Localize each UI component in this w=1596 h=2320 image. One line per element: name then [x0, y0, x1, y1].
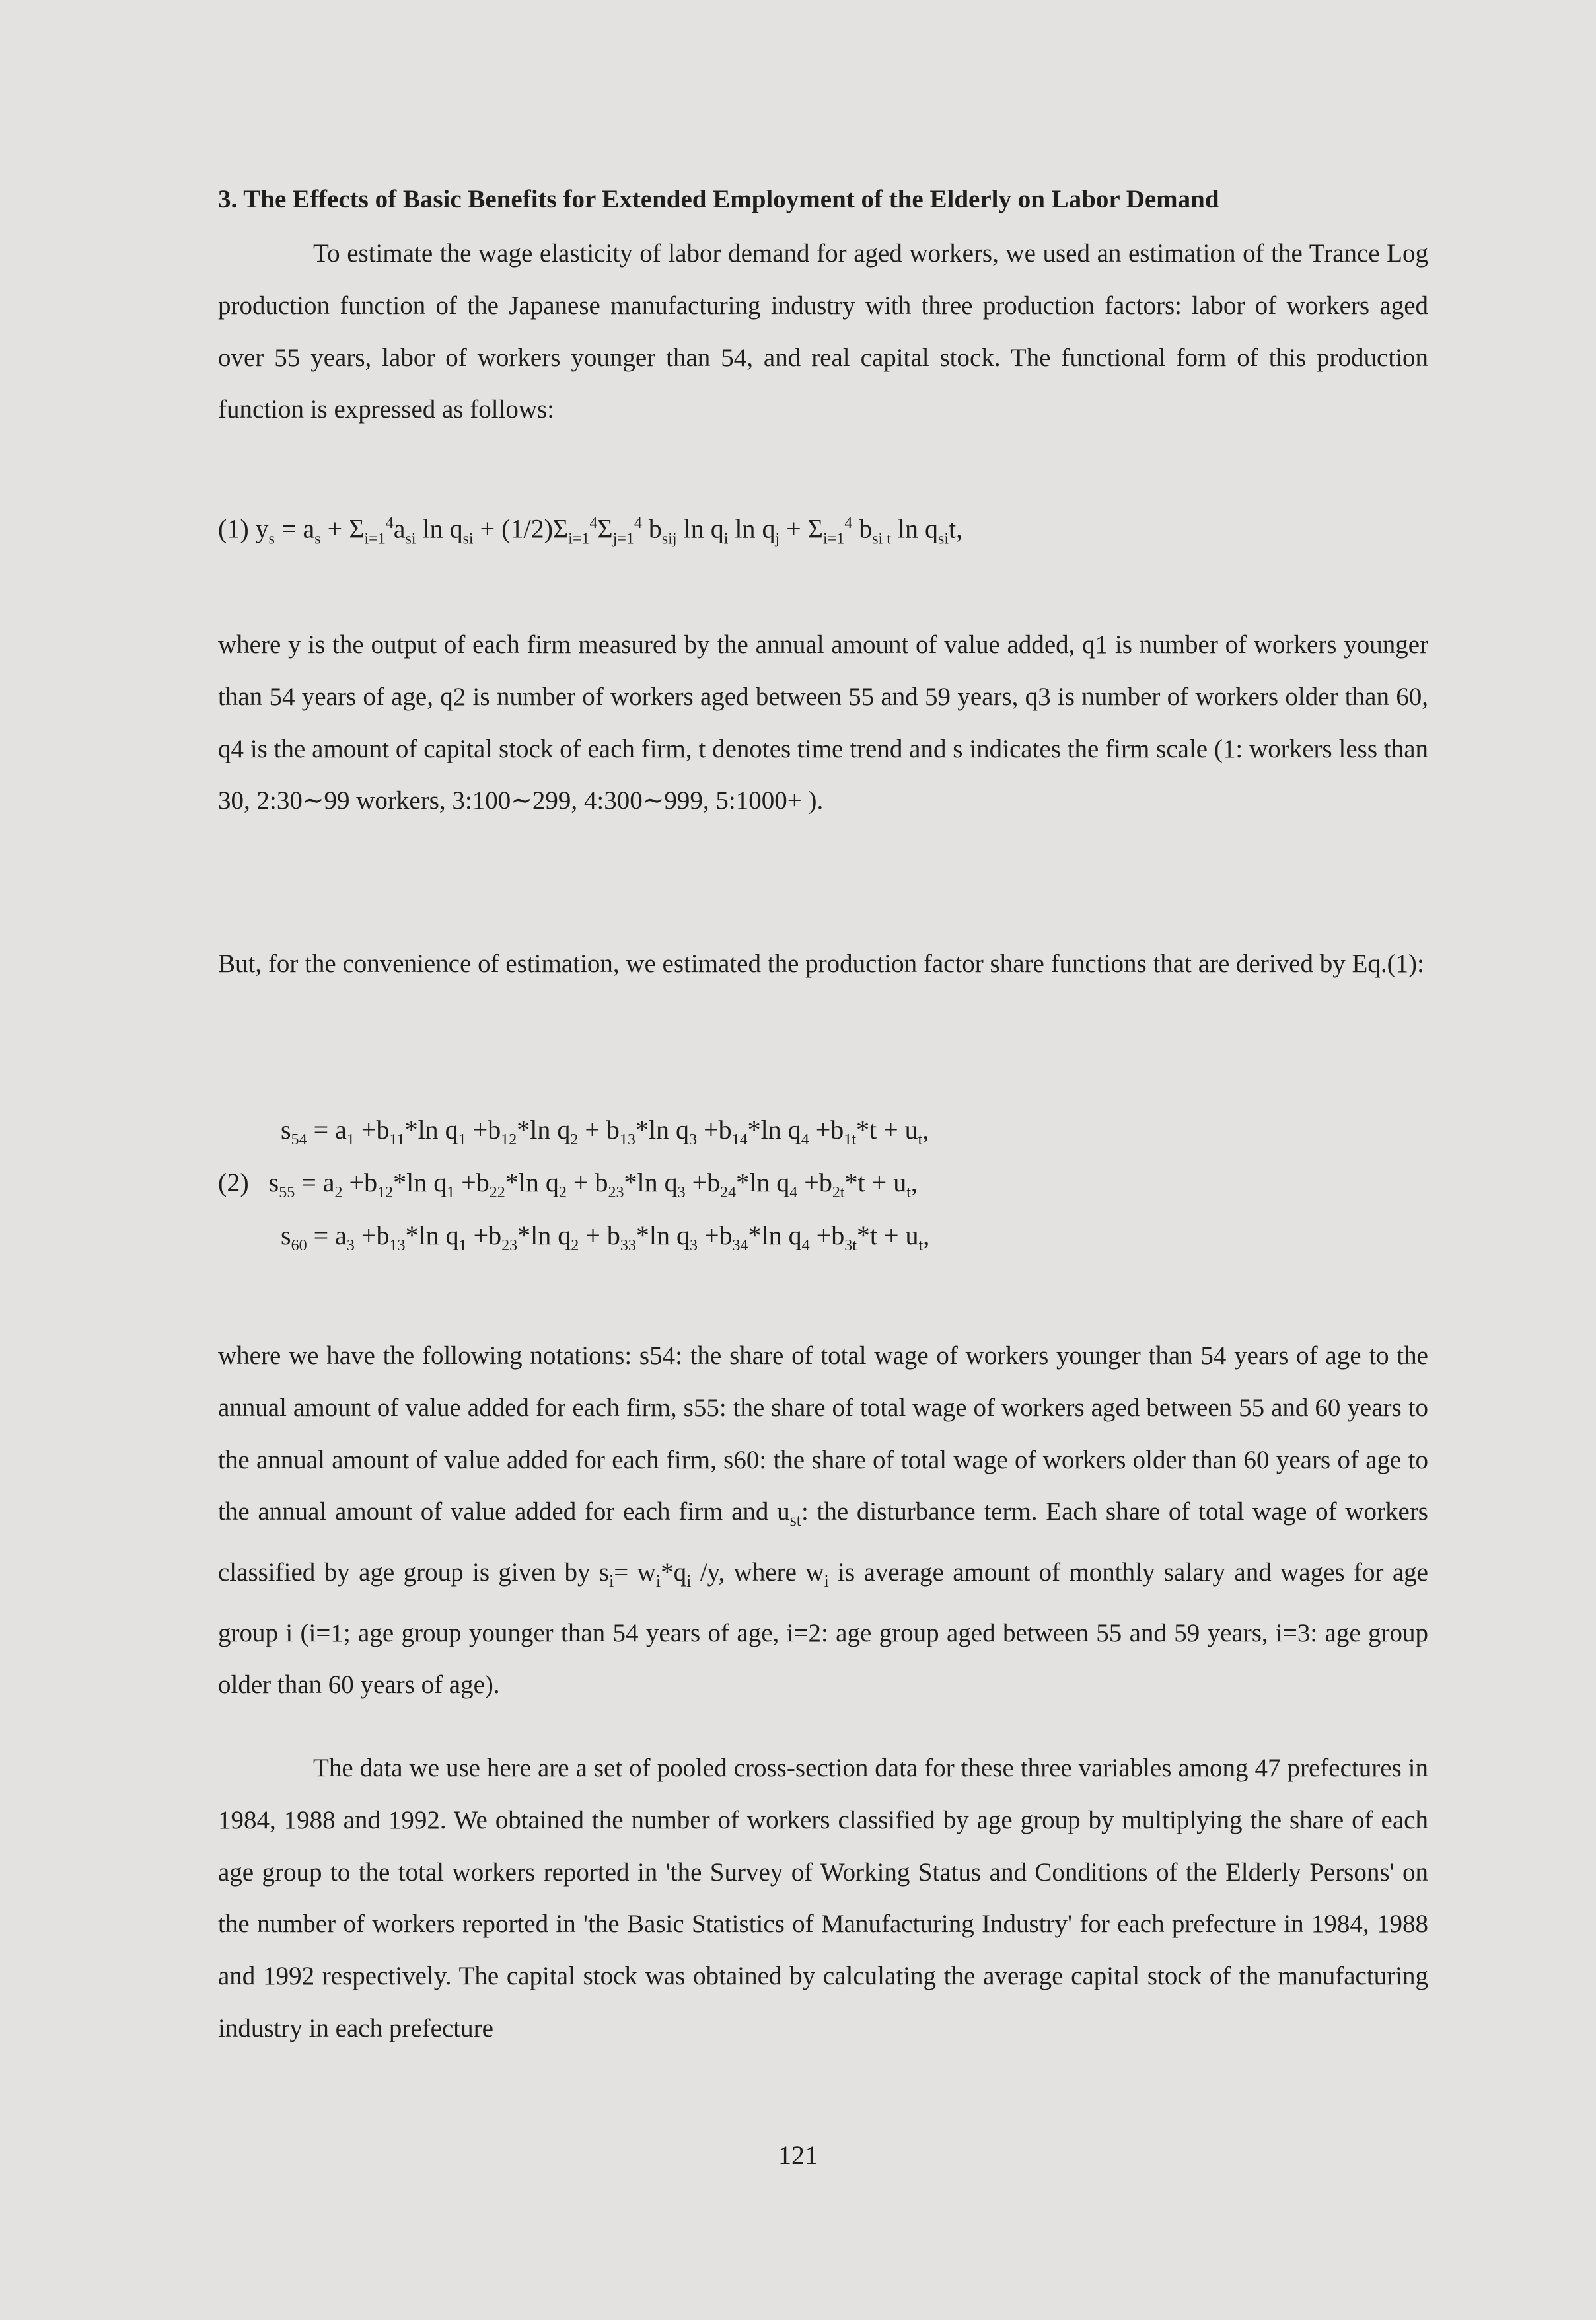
paragraph-variable-definitions: where y is the output of each firm measured by the annual amount of value added, q1 is number of workers younger than 54 years of age, q2 is number of workers aged between 55 and 59 years, q3 is number of workers older than 60, q4 is the amount of capital stock of each firm, t denotes time trend and s indicates the firm scale (1: workers less than 30, 2:30∼99 workers, 3:100∼299, 4:300∼999, 5:1000+ ). [218, 630, 1428, 815]
equation-2-s55: (2) $s_{55} = a_2 +b_{12}*\ln$ $q_1 +b_{22}*\ln$ $q_2 + b_{23}*\ln$ $q_3 +b_{24}*\ln$ $q_4 +b_{2t}*t + u_t$, [218, 1168, 918, 1201]
equation-2-label: (2) [218, 1168, 249, 1197]
equation-1: (1) $y_s = a_s + \Sigma_{i=1}^4a_{si}$ $\ln q_{si} + (1/2)\Sigma_{i=1}^4\Sigma_{j=1}^4$ $b_{sij}$ $\ln q_i$ $\ln q_j + \Sigma_{i=1}^4$ $b_{si t}$ $\ln q_{si}t$, [218, 513, 963, 548]
page-number: 121 [778, 2140, 818, 2170]
equation-2-s60: $s_{60} = a_3 +b_{13}*\ln$ $q_1 +b_{23}*\ln$ $q_2 + b_{33}*\ln$ $q_3 +b_{34}*\ln$ $q_4 +b_{3t}*t + u_t$, [281, 1220, 930, 1254]
paragraph-notations: where we have the following notations: s54: the share of total wage of workers younger than 54 years of age to the annual amount of value added for each firm, s55: the share of total wage of workers aged between 55 and 60 years to the annual amount of value added for each firm, s60: the share of total wage of workers older than 60 years of age to the annual amount of value added for each firm and $u_{st}$: the disturbance term. Each share of total wage of workers classified by age group is given by $s_i= w_i*q_i$ /y, where $w_i$ is average amount of monthly salary and wages for age group i (i=1; age group younger than 54 years of age, i=2: age group aged between 55 and 59 years, i=3: age group older than 60 years of age). [218, 1341, 1428, 1700]
section-heading: 3. The Effects of Basic Benefits for Extended Employment of the Elderly on Labor Demand [218, 185, 1219, 213]
equation-2-s54: $s_{54} = a_1 +b_{11}*\ln$ $q_1 +b_{12}*\ln$ $q_2 + b_{13}*\ln$ $q_3 +b_{14}*\ln$ $q_4 +b_{1t}*t + u_t$, [281, 1115, 929, 1148]
paragraph-intro: To estimate the wage elasticity of labor demand for aged workers, we used an estimation of the Trance Log production function of the Japanese manufacturing industry with three production factors: labor of workers aged over 55 years, labor of workers younger than 54, and real capital stock. The functional form of this production function is expressed as follows: [218, 239, 1428, 424]
paragraph-share-functions: But, for the convenience of estimation, we estimated the production factor share functions that are derived by Eq.(1): [218, 950, 1424, 978]
paragraph-data-source: The data we use here are a set of pooled cross-section data for these three variables among 47 prefectures in 1984, 1988 and 1992. We obtained the number of workers classified by age group by multiplying the share of each age group to the total workers reported in 'the Survey of Working Status and Conditions of the Elderly Persons' on the number of workers reported in 'the Basic Statistics of Manufacturing Industry' for each prefecture in 1984, 1988 and 1992 respectively. The capital stock was obtained by calculating the average capital stock of the manufacturing industry in each prefecture [218, 1754, 1428, 2042]
equation-1-label: (1) [218, 513, 249, 544]
